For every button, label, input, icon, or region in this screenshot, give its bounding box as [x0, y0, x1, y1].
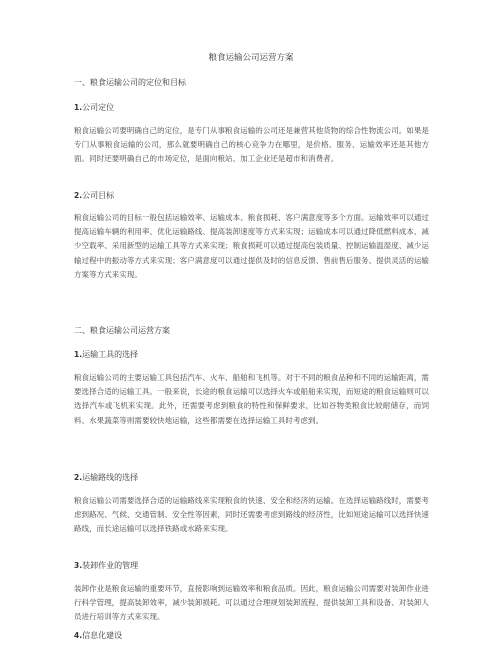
paragraph-company-goals: 粮食运输公司的目标一般包括运输效率、运输成本、粮食损耗、客户满意度等多个方面。运输效率可以通过提高运输车辆的利用率、优化运输路线、提高装卸速度等方式来实现；运输成本可以通过降低燃料成本、减少空载率、采用新型的运输工具等方式来实现；粮食损耗可以通过提高包装质量、控制运输温湿度、减少运输过程中的振动等方式来实现；客户满意度可以通过提供及时的信息反馈、售前售后服务、提供灵活的运输方案等方式来实现。: [74, 213, 429, 279]
subsection-heading-informatization: [74, 630, 122, 642]
subsection-label: 公司定位: [82, 103, 115, 112]
subsection-number: 2.: [74, 473, 83, 482]
subsection-heading-transport-tools: [74, 349, 138, 361]
paragraph-route-selection: 粮食运输公司需要选择合适的运输路线来实现粮食的快速、安全和经济的运输。在选择运输路线时，需要考虑到路况、气候、交通管制、安全性等因素，同时还需要考虑到路线的经济性，比如短途运输可以选择快速路线，而长途运输可以选择铁路或水路来实现。: [74, 496, 429, 534]
paragraph-company-positioning: 粮食运输公司要明确自己的定位，是专门从事粮食运输的公司还是兼营其他货物的综合性物流公司。如果是专门从事粮食运输的公司，那么就要明确自己的核心竞争力在哪里，是价格、服务、运输效率还是其他方面。同时还要明确自己的市场定位，是面向粮站、加工企业还是超市和消费者。: [74, 126, 429, 164]
section-heading-1: 一、粮食运输公司的定位和目标: [74, 78, 186, 87]
subsection-heading-loading-management: [74, 560, 138, 572]
paragraph-loading-management: 装卸作业是粮食运输的重要环节，直接影响到运输效率和粮食品质。因此，粮食运输公司需要对装卸作业进行科学管理，提高装卸效率，减少装卸损耗。可以通过合理规划装卸流程、提供装卸工具和设备、对装卸人员进行培训等方式来实现。: [74, 584, 429, 622]
subsection-label: 信息化建设: [82, 631, 123, 640]
subsection-label: 公司目标: [82, 191, 115, 200]
subsection-heading-company-positioning: [74, 102, 114, 114]
section-heading-2: 二、粮食运输公司运营方案: [74, 326, 170, 335]
subsection-label: 运输工具的选择: [82, 350, 139, 359]
subsection-heading-company-goals: [74, 190, 114, 202]
subsection-number: 1.: [74, 103, 83, 112]
subsection-number: 2.: [74, 191, 83, 200]
subsection-heading-route-selection: [74, 472, 138, 484]
subsection-number: 3.: [74, 561, 83, 570]
subsection-number: 1.: [74, 350, 83, 359]
subsection-label: 装卸作业的管理: [82, 561, 139, 570]
document-title: 粮食运输公司运营方案: [208, 53, 294, 63]
subsection-label: 运输路线的选择: [82, 473, 139, 482]
subsection-number: 4.: [74, 631, 83, 640]
paragraph-transport-tools: 粮食运输公司的主要运输工具包括汽车、火车、船舶和飞机等。对于不同的粮食品种和不同的运输距离，需要选择合适的运输工具。一般来说，长途的粮食运输可以选择火车或船舶来实现，而短途的粮食运输则可以选择汽车或飞机来实现。此外，还需要考虑到粮食的特性和保鲜要求，比如谷物类粮食比较耐储存，而饲料、水果蔬菜等则需要较快地运输，这些都需要在选择运输工具时考虑到。: [74, 373, 429, 425]
